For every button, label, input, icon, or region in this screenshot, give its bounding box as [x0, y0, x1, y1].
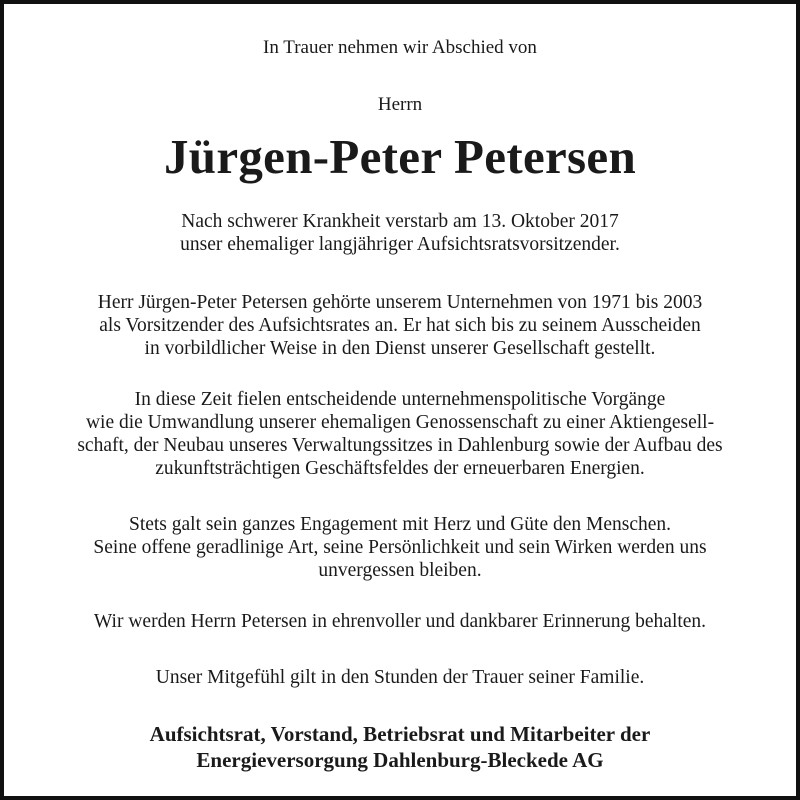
intro-text: In Trauer nehmen wir Abschied von — [263, 37, 537, 58]
text-line: Herr Jürgen-Peter Petersen gehörte unserem Unternehmen von 1971 bis 2003 — [97, 292, 703, 313]
text-line: Unser Mitgefühl gilt in den Stunden der Trauer seiner Familie. — [155, 667, 645, 688]
signature-block — [4, 721, 796, 773]
paragraph-tenure — [4, 291, 796, 360]
paragraph-condolence — [4, 666, 796, 689]
signature-line: Aufsichtsrat, Vorstand, Betriebsrat und Mitarbeiter der — [149, 722, 651, 746]
text-line: Stets galt sein ganzes Engagement mit Herz und Güte den Menschen. — [128, 514, 672, 535]
paragraph-achievements — [4, 388, 796, 480]
paragraph-death-announcement — [4, 210, 796, 256]
signature-line: Energieversorgung Dahlenburg-Bleckede AG — [196, 748, 604, 772]
salutation: Herrn — [377, 94, 423, 115]
paragraph-character — [4, 513, 796, 582]
text-line: In diese Zeit fielen entscheidende unternehmenspolitische Vorgänge — [134, 389, 666, 410]
text-line: Wir werden Herrn Petersen in ehrenvoller und dankbarer Erinnerung behalten. — [93, 611, 707, 632]
text-line: in vorbildlicher Weise in den Dienst unserer Gesellschaft gestellt. — [144, 338, 656, 359]
text-line: zukunftsträchtigen Geschäftsfeldes der erneuerbaren Energien. — [155, 458, 645, 479]
deceased-name: Jürgen-Peter Petersen — [163, 129, 637, 184]
text-line: als Vorsitzender des Aufsichtsrates an. Er hat sich bis zu seinem Ausscheiden — [99, 315, 701, 336]
text-line: unser ehemaliger langjähriger Aufsichtsratsvorsitzender. — [180, 234, 620, 255]
text-line: Seine offene geradlinige Art, seine Persönlichkeit und sein Wirken werden uns — [93, 537, 707, 558]
paragraph-remembrance — [4, 610, 796, 633]
text-line: schaft, der Neubau unseres Verwaltungssitzes in Dahlenburg sowie der Aufbau des — [77, 435, 723, 456]
text-line: Nach schwerer Krankheit verstarb am 13. Oktober 2017 — [181, 211, 619, 232]
text-line: unvergessen bleiben. — [318, 560, 482, 581]
text-line: wie die Umwandlung unserer ehemaligen Genossenschaft zu einer Aktiengesell- — [85, 412, 715, 433]
